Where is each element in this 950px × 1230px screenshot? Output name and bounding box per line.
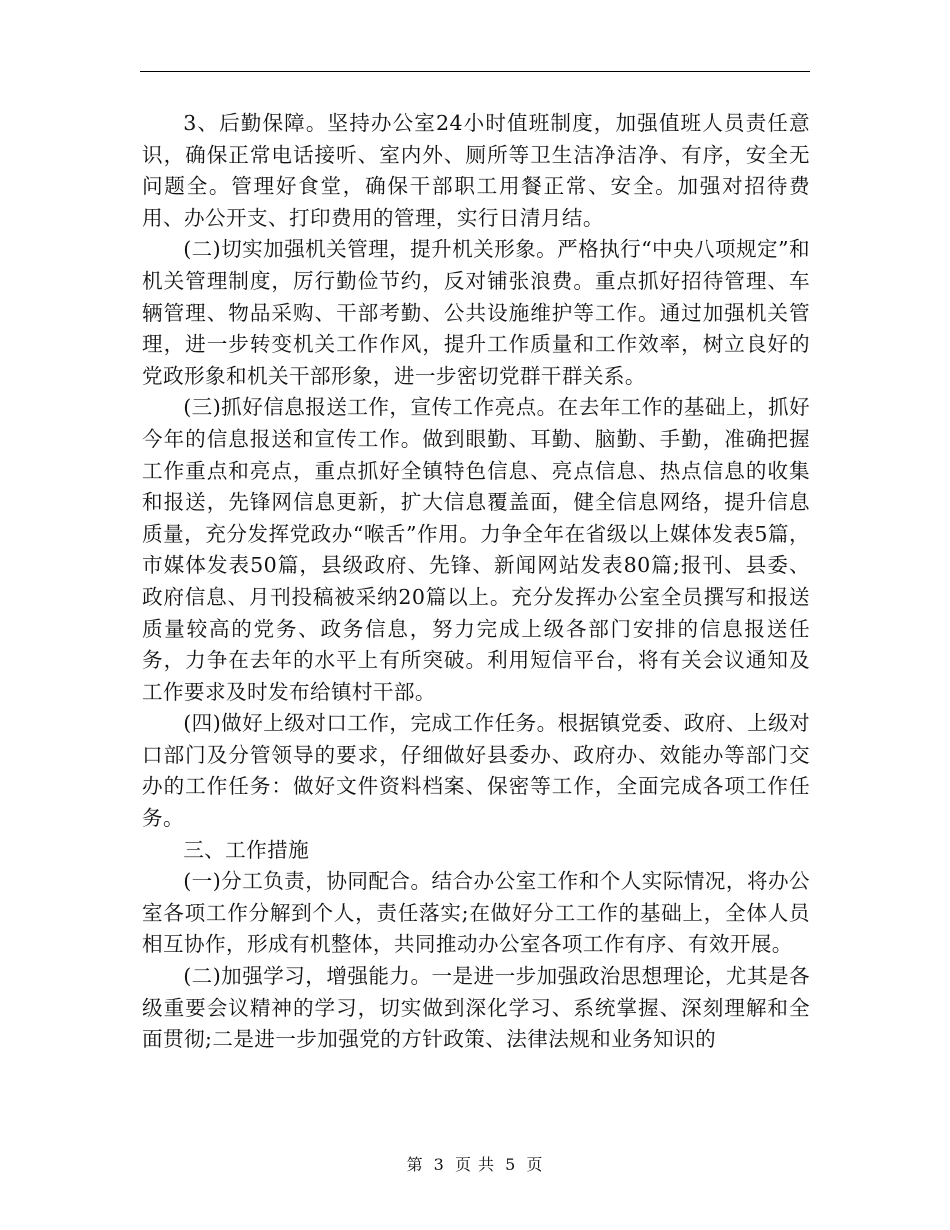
page-footer [0,1152,950,1175]
document-body [142,108,810,1056]
paragraph-counterpart-work: (四)做好上级对口工作，完成工作任务。根据镇党委、政府、上级对口部门及分管领导的要求，仔细做好县委办、政府办、效能办等部门交办的工作任务：做好文件资料档案、保密等工作，全面完成各项工作任务。 [142,711,810,831]
paragraph-division-of-labor: (一)分工负责，协同配合。结合办公室工作和个人实际情况，将办公室各项工作分解到个人，责任落实;在做好分工工作的基础上，全体人员相互协作，形成有机整体，共同推动办公室各项工作有序、有效开展。 [142,869,810,957]
paragraph-organ-management: (二)切实加强机关管理，提升机关形象。严格执行“中央八项规定”和机关管理制度，厉行勤俭节约，反对铺张浪费。重点抓好招待管理、车辆管理、物品采购、干部考勤、公共设施维护等工作。通过加强机关管理，进一步转变机关工作作风，提升工作质量和工作效率，树立良好的党政形象和机关干部形象，进一步密切党群干群关系。 [142,237,810,388]
paragraph-logistics: 3、后勤保障。坚持办公室24小时值班制度，加强值班人员责任意识，确保正常电话接听、室内外、厕所等卫生洁净洁净、有序，安全无问题全。管理好食堂，确保干部职工用餐正常、安全。加强对招待费用、办公开支、打印费用的管理，实行日清月结。 [142,111,810,230]
paragraph-information-reporting: (三)抓好信息报送工作，宣传工作亮点。在去年工作的基础上，抓好今年的信息报送和宣传工作。做到眼勤、耳勤、脑勤、手勤，准确把握工作重点和亮点，重点抓好全镇特色信息、亮点信息、热点信息的收集和报送，先锋网信息更新，扩大信息覆盖面，健全信息网络，提升信息质量，充分发挥党政办“喉舌”作用。力争全年在省级以上媒体发表5篇，市媒体发表50篇，县级政府、先锋、新闻网站发表80篇;报刊、县委、政府信息、月刊投稿被采纳20篇以上。充分发挥办公室全员撰写和报送质量较高的党务、政务信息，努力完成上级各部门安排的信息报送任务，力争在去年的水平上有所突破。利用短信平台，将有关会议通知及工作要求及时发布给镇村干部。 [142,395,810,704]
footer-suffix: 页 [526,1155,544,1174]
footer-prefix: 第 [406,1155,424,1174]
footer-page-number: 3 [433,1155,445,1174]
footer-middle: 页 共 [454,1155,496,1174]
footer-total-pages: 5 [505,1155,517,1174]
section-heading-measures: 三、工作措施 [183,837,310,862]
header-rule [140,71,810,72]
paragraph-study: (二)加强学习，增强能力。一是进一步加强政治思想理论，尤其是各级重要会议精神的学习，切实做到深化学习、系统掌握、深刻理解和全面贯彻;二是进一步加强党的方针政策、法律法规和业务知识的 [142,964,810,1052]
